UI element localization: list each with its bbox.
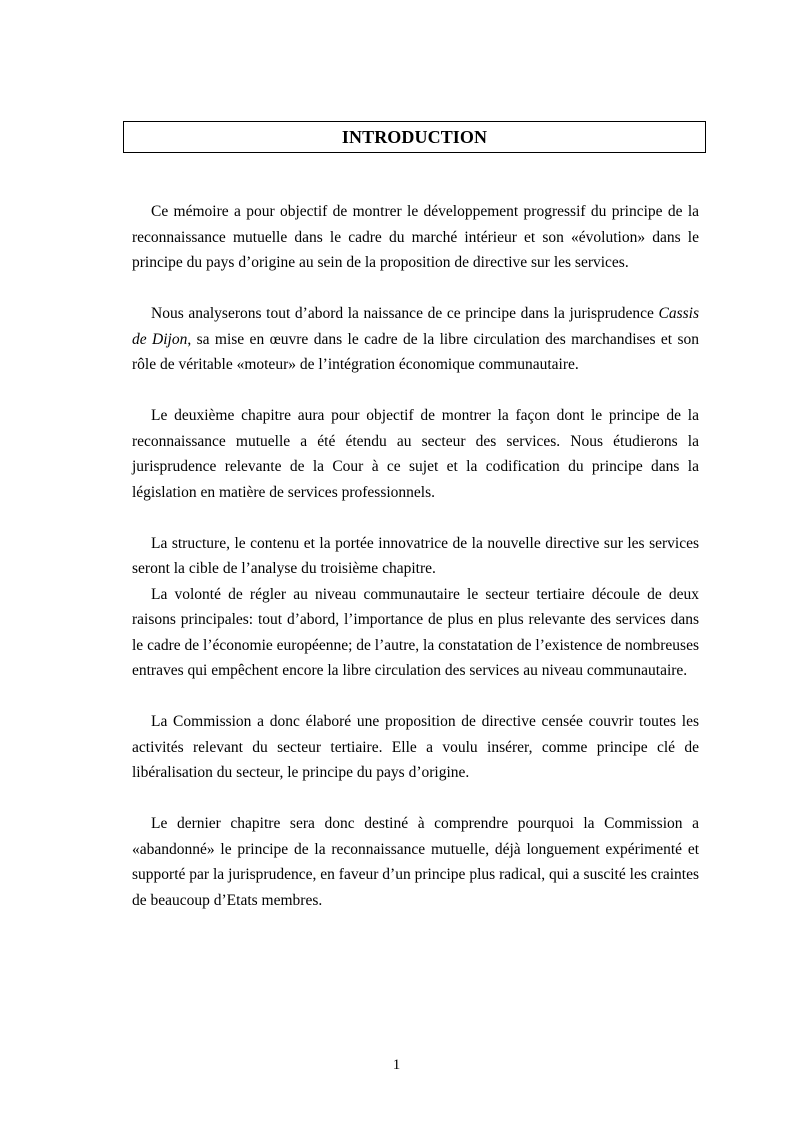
paragraph-2-start: Nous analyserons tout d’abord la naissance de ce principe dans la jurisprudence [151, 305, 659, 322]
paragraph-2 [132, 301, 699, 378]
paragraph-7: Le dernier chapitre sera donc destiné à comprendre pourquoi la Commission a «abandonné» le principe de la reconnaissance mutuelle, déjà longuement expérimenté et supporté par la jurisprudence, en faveur d’un principe plus radical, qui a suscité les craintes de beaucoup d’Etats membres. [132, 815, 699, 909]
case-name-italic: Cassis de Dijon [132, 305, 699, 348]
paragraph-3: Le deuxième chapitre aura pour objectif de montrer la façon dont le principe de la reconnaissance mutuelle a été étendu au secteur des services. Nous étudierons la jurisprudence relevante de la Cour à ce sujet et la codification du principe dans la législation en matière de services professionnels. [132, 407, 699, 501]
page-title: INTRODUCTION [341, 126, 488, 147]
paragraph-6: La Commission a donc élaboré une proposition de directive censée couvrir toutes les activités relevant du secteur tertiaire. Elle a voulu insérer, comme principe clé de libéralisation du secteur, le principe du pays d’origine. [132, 713, 699, 781]
paragraph-4: La structure, le contenu et la portée innovatrice de la nouvelle directive sur les services seront la cible de l’analyse du troisième chapitre. [132, 534, 699, 577]
body-text [132, 199, 699, 913]
paragraph-2-end: , sa mise en œuvre dans le cadre de la libre circulation des marchandises et son rôle de véritable «moteur» de l’intégration économique communautaire. [132, 330, 699, 373]
page-number: 1 [392, 1057, 401, 1073]
title-box [123, 121, 706, 153]
paragraph-5: La volonté de régler au niveau communautaire le secteur tertiaire découle de deux raisons principales: tout d’abord, l’importance de plus en plus relevante des services dans le cadre de l’économie européenne; de l’autre, la constatation de l’existence de nombreuses entraves qui empêchent encore la libre circulation des services au niveau communautaire. [132, 585, 699, 679]
paragraph-1: Ce mémoire a pour objectif de montrer le développement progressif du principe de la reconnaissance mutuelle dans le cadre du marché intérieur et son «évolution» dans le principe du pays d’origine au sein de la proposition de directive sur les services. [132, 203, 699, 271]
